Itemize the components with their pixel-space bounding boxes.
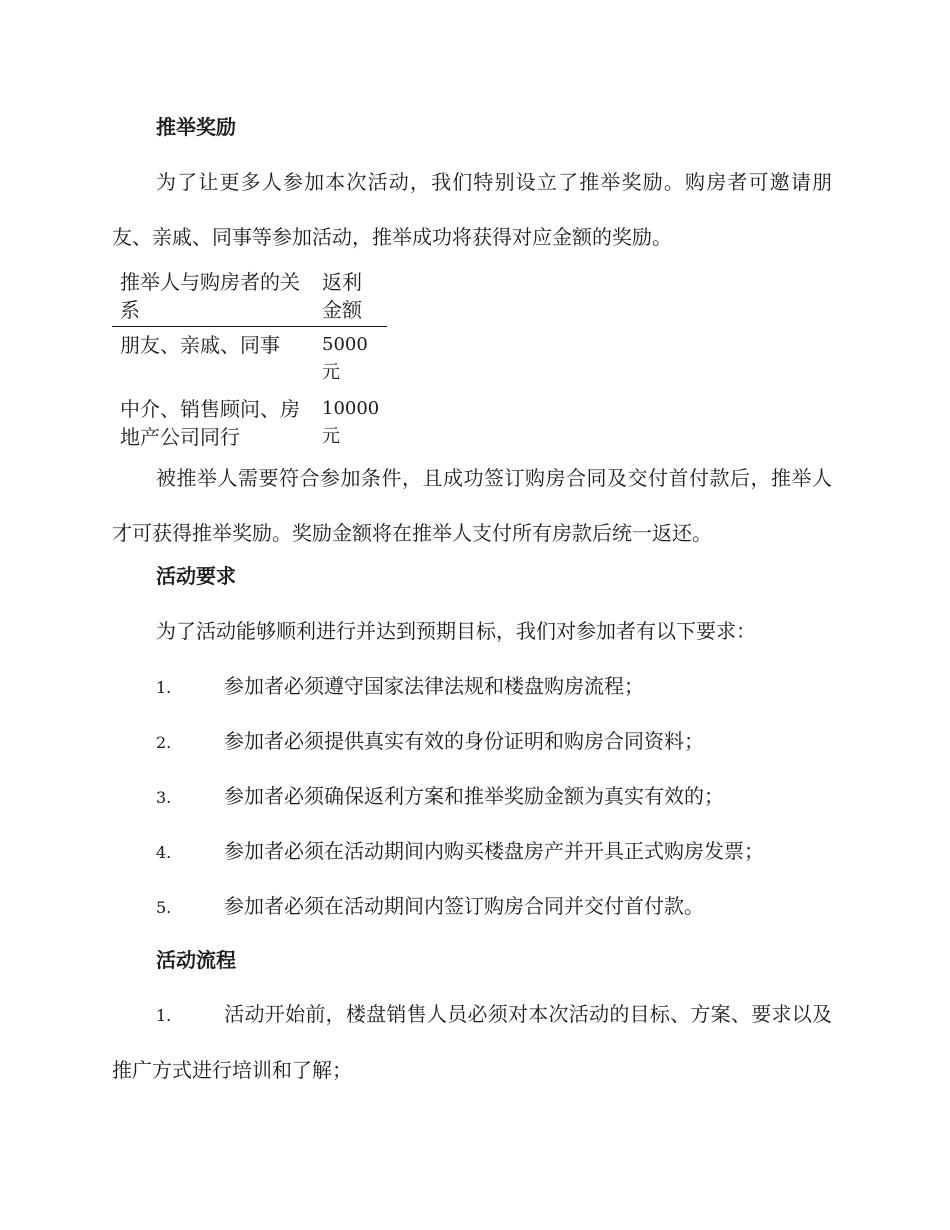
- table-header-row: [112, 264, 387, 327]
- list-number: 1.: [156, 1006, 172, 1025]
- table-cell-relation: 中介、销售顾问、房地产公司同行: [120, 397, 300, 449]
- list-item: [156, 782, 832, 812]
- table-row: [112, 391, 387, 455]
- list-item: [156, 892, 832, 922]
- list-number: 4.: [156, 843, 172, 862]
- table-cell-amount: 10000元: [322, 398, 380, 447]
- requirements-intro: 为了活动能够顺利进行并达到预期目标，我们对参加者有以下要求：: [156, 619, 756, 643]
- list-text: 参加者必须在活动期间内签订购房合同并交付首付款。: [224, 894, 704, 918]
- list-text: 参加者必须提供真实有效的身份证明和购房合同资料；: [224, 729, 704, 753]
- list-text: 参加者必须在活动期间内购买楼盘房产并开具正式购房发票；: [224, 839, 764, 863]
- list-text: 参加者必须遵守国家法律法规和楼盘购房流程；: [224, 674, 644, 698]
- referral-intro: 为了让更多人参加本次活动，我们特别设立了推举奖励。购房者可邀请朋友、亲戚、同事等参加活动，推举成功将获得对应金额的奖励。: [112, 170, 832, 249]
- process-heading: 活动流程: [156, 948, 236, 972]
- referral-reward-table: [112, 264, 387, 455]
- table-header-amount: 返利金额: [322, 270, 362, 322]
- list-number: 5.: [156, 898, 172, 917]
- table-row: [112, 327, 387, 392]
- table-cell-amount: 5000元: [322, 334, 368, 383]
- list-item: [112, 987, 832, 1098]
- list-text: 活动开始前，楼盘销售人员必须对本次活动的目标、方案、要求以及推广方式进行培训和了解；: [112, 1002, 832, 1082]
- list-text: 参加者必须确保返利方案和推举奖励金额为真实有效的；: [224, 784, 724, 808]
- list-number: 3.: [156, 788, 172, 807]
- table-header-relation: 推举人与购房者的关系: [120, 270, 300, 322]
- referral-note: 被推举人需要符合参加条件，且成功签订购房合同及交付首付款后，推举人才可获得推举奖励。奖励金额将在推举人支付所有房款后统一返还。: [112, 466, 832, 545]
- list-number: 1.: [156, 678, 172, 697]
- requirements-heading: 活动要求: [156, 564, 236, 588]
- list-item: [156, 672, 832, 702]
- list-item: [156, 837, 832, 867]
- referral-heading: 推举奖励: [156, 115, 236, 139]
- table-cell-relation: 朋友、亲戚、同事: [120, 333, 280, 357]
- list-item: [156, 727, 832, 757]
- list-number: 2.: [156, 733, 172, 752]
